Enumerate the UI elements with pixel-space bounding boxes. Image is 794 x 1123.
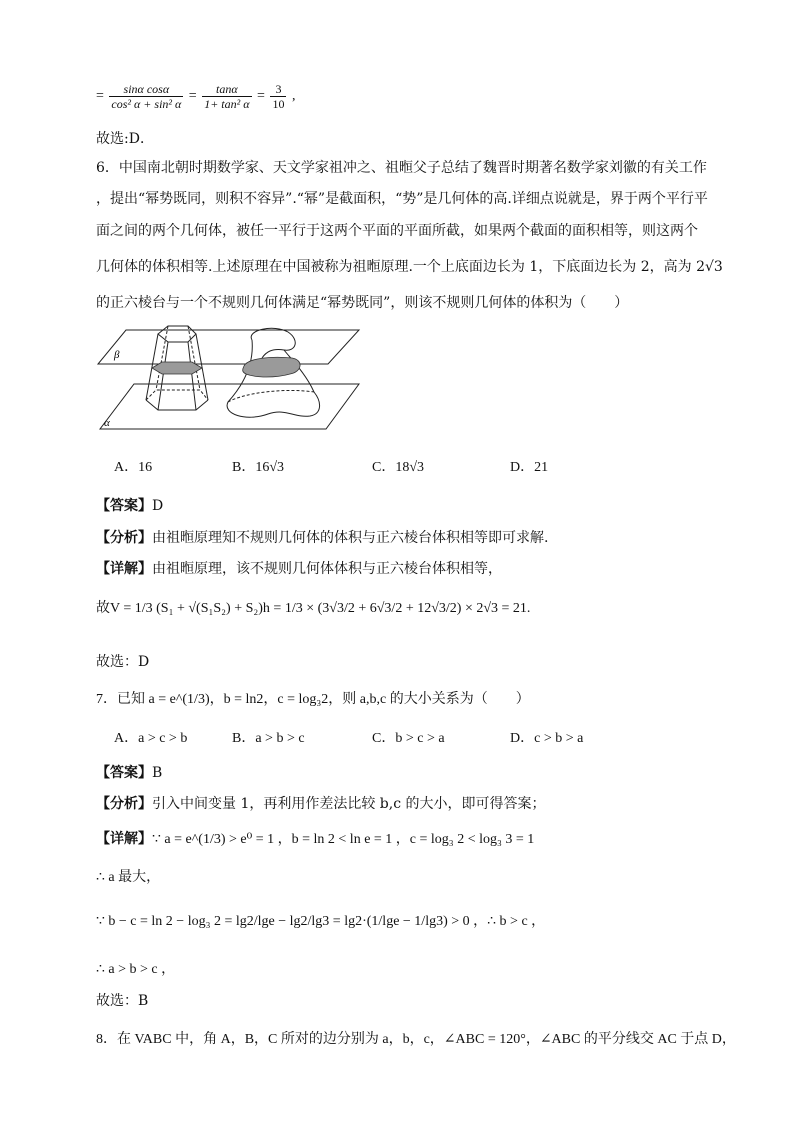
- q6-detail-line: [96, 558, 502, 578]
- q6-analysis-line: [96, 527, 548, 547]
- q7-answer: B: [152, 765, 163, 781]
- q6-volume-formula: 故V = 1/3 (S₁ + √(S₁S₂) + S₂)h = 1/3 × (3√3/2 + 6√3/2 + 12√3/2) × 2√3 = 21.: [96, 601, 531, 616]
- q6-line-3: 面之间的两个几何体，被任一平行于这两个平面的平面所截，如果两个截面的面积相等，则这两个: [96, 223, 698, 239]
- fraction-3-numerator: 3: [270, 82, 286, 97]
- q6-option-c: C．18√3: [372, 460, 425, 475]
- fraction-1: [109, 82, 183, 111]
- q7-detail-line-3: ∵ b − c = ln 2 − log₃ 2 = lg2/lge − lg2/lg3 = lg2·(1/lge − 1/lg3) > 0 ，∴ b > c ，: [96, 914, 546, 929]
- fraction-3-denominator: 10: [272, 97, 285, 111]
- detail-tag: 【详解】: [96, 561, 152, 577]
- q8-stem: 8．在 VABC 中，角 A，B，C 所对的边分别为 a，b，c，∠ABC = 120°，∠ABC 的平分线交 AC 于点 D，: [96, 1032, 736, 1047]
- answer-tag: 【答案】: [96, 498, 152, 514]
- q7-analysis: 引入中间变量 1，再利用作差法比较 b,c 的大小，即可得答案；: [152, 796, 546, 812]
- equals-sign: =: [188, 88, 197, 104]
- fraction-2-denominator: 1+ tan² α: [204, 97, 250, 111]
- q7-option-a: A．a > c > b: [114, 731, 188, 746]
- q7-option-b: B．a > b > c: [232, 731, 305, 746]
- q6-answer: D: [152, 498, 164, 514]
- q6-answer-line: [96, 495, 163, 515]
- q6-line-4: 几何体的体积相等.上述原理在中国被称为祖暅原理.一个上底面边长为 1，下底面边长为 2，高为 2√3: [96, 259, 723, 275]
- q7-answer-line: [96, 762, 162, 782]
- q6-line-1: 6．中国南北朝时期数学家、天文学家祖冲之、祖暅父子总结了魏晋时期著名数学家刘徽的有关工作: [96, 160, 707, 176]
- analysis-tag: 【分析】: [96, 530, 152, 546]
- q6-option-d: D．21: [510, 460, 549, 475]
- q6-option-b: B．16√3: [232, 460, 285, 475]
- q7-detail-line-2: ∴ a 最大，: [96, 870, 161, 885]
- answer-tag: 【答案】: [96, 765, 152, 781]
- q7-detail-line-1: [96, 828, 534, 848]
- beta-label: β: [114, 349, 120, 361]
- q6-conclusion: 故选：D: [96, 654, 150, 670]
- comma: ,: [291, 88, 296, 104]
- equals-sign: =: [257, 88, 265, 104]
- q5-conclusion: 故选:D．: [96, 131, 154, 147]
- q7-option-c: C．b > c > a: [372, 731, 445, 746]
- fraction-1-numerator: sinα cosα: [109, 82, 183, 97]
- q6-detail: 由祖暅原理，该不规则几何体体积与正六棱台体积相等，: [152, 561, 502, 577]
- alpha-label: α: [104, 417, 110, 429]
- q7-conclusion: 故选：B: [96, 993, 149, 1009]
- q7-stem: 7．已知 a = e^(1/3)，b = ln2，c = log₃2，则 a,b,c 的大小关系为（ ）: [96, 692, 530, 707]
- q6-analysis: 由祖暅原理知不规则几何体的体积与正六棱台体积相等即可求解.: [152, 530, 549, 546]
- q6-line-2: ，提出“幂势既同，则积不容异”.“幂”是截面积，“势”是几何体的高.详细点说就是，界于两个平行平: [96, 191, 708, 207]
- equals-sign: =: [96, 88, 104, 104]
- fraction-3: [270, 82, 286, 111]
- q6-option-a: A．16: [114, 460, 153, 475]
- q7-detail-1: ∵ a = e^(1/3) > e⁰ = 1 ，b = ln 2 < ln e = 1 ，c = log₃ 2 < log₃ 3 = 1: [152, 832, 535, 847]
- fraction-2-numerator: tanα: [202, 82, 251, 97]
- q7-analysis-line: [96, 793, 546, 813]
- q7-detail-line-4: ∴ a > b > c ，: [96, 962, 176, 977]
- q6-line-5: 的正六棱台与一个不规则几何体满足“幂势既同”，则该不规则几何体的体积为（ ）: [96, 295, 629, 311]
- top-formula: [96, 82, 295, 111]
- q7-option-d: D．c > b > a: [510, 731, 584, 746]
- fraction-1-denominator: cos² α + sin² α: [111, 97, 182, 111]
- q6-figure: [96, 322, 364, 434]
- fraction-2: [202, 82, 251, 111]
- detail-tag: 【详解】: [96, 831, 152, 847]
- analysis-tag: 【分析】: [96, 796, 152, 812]
